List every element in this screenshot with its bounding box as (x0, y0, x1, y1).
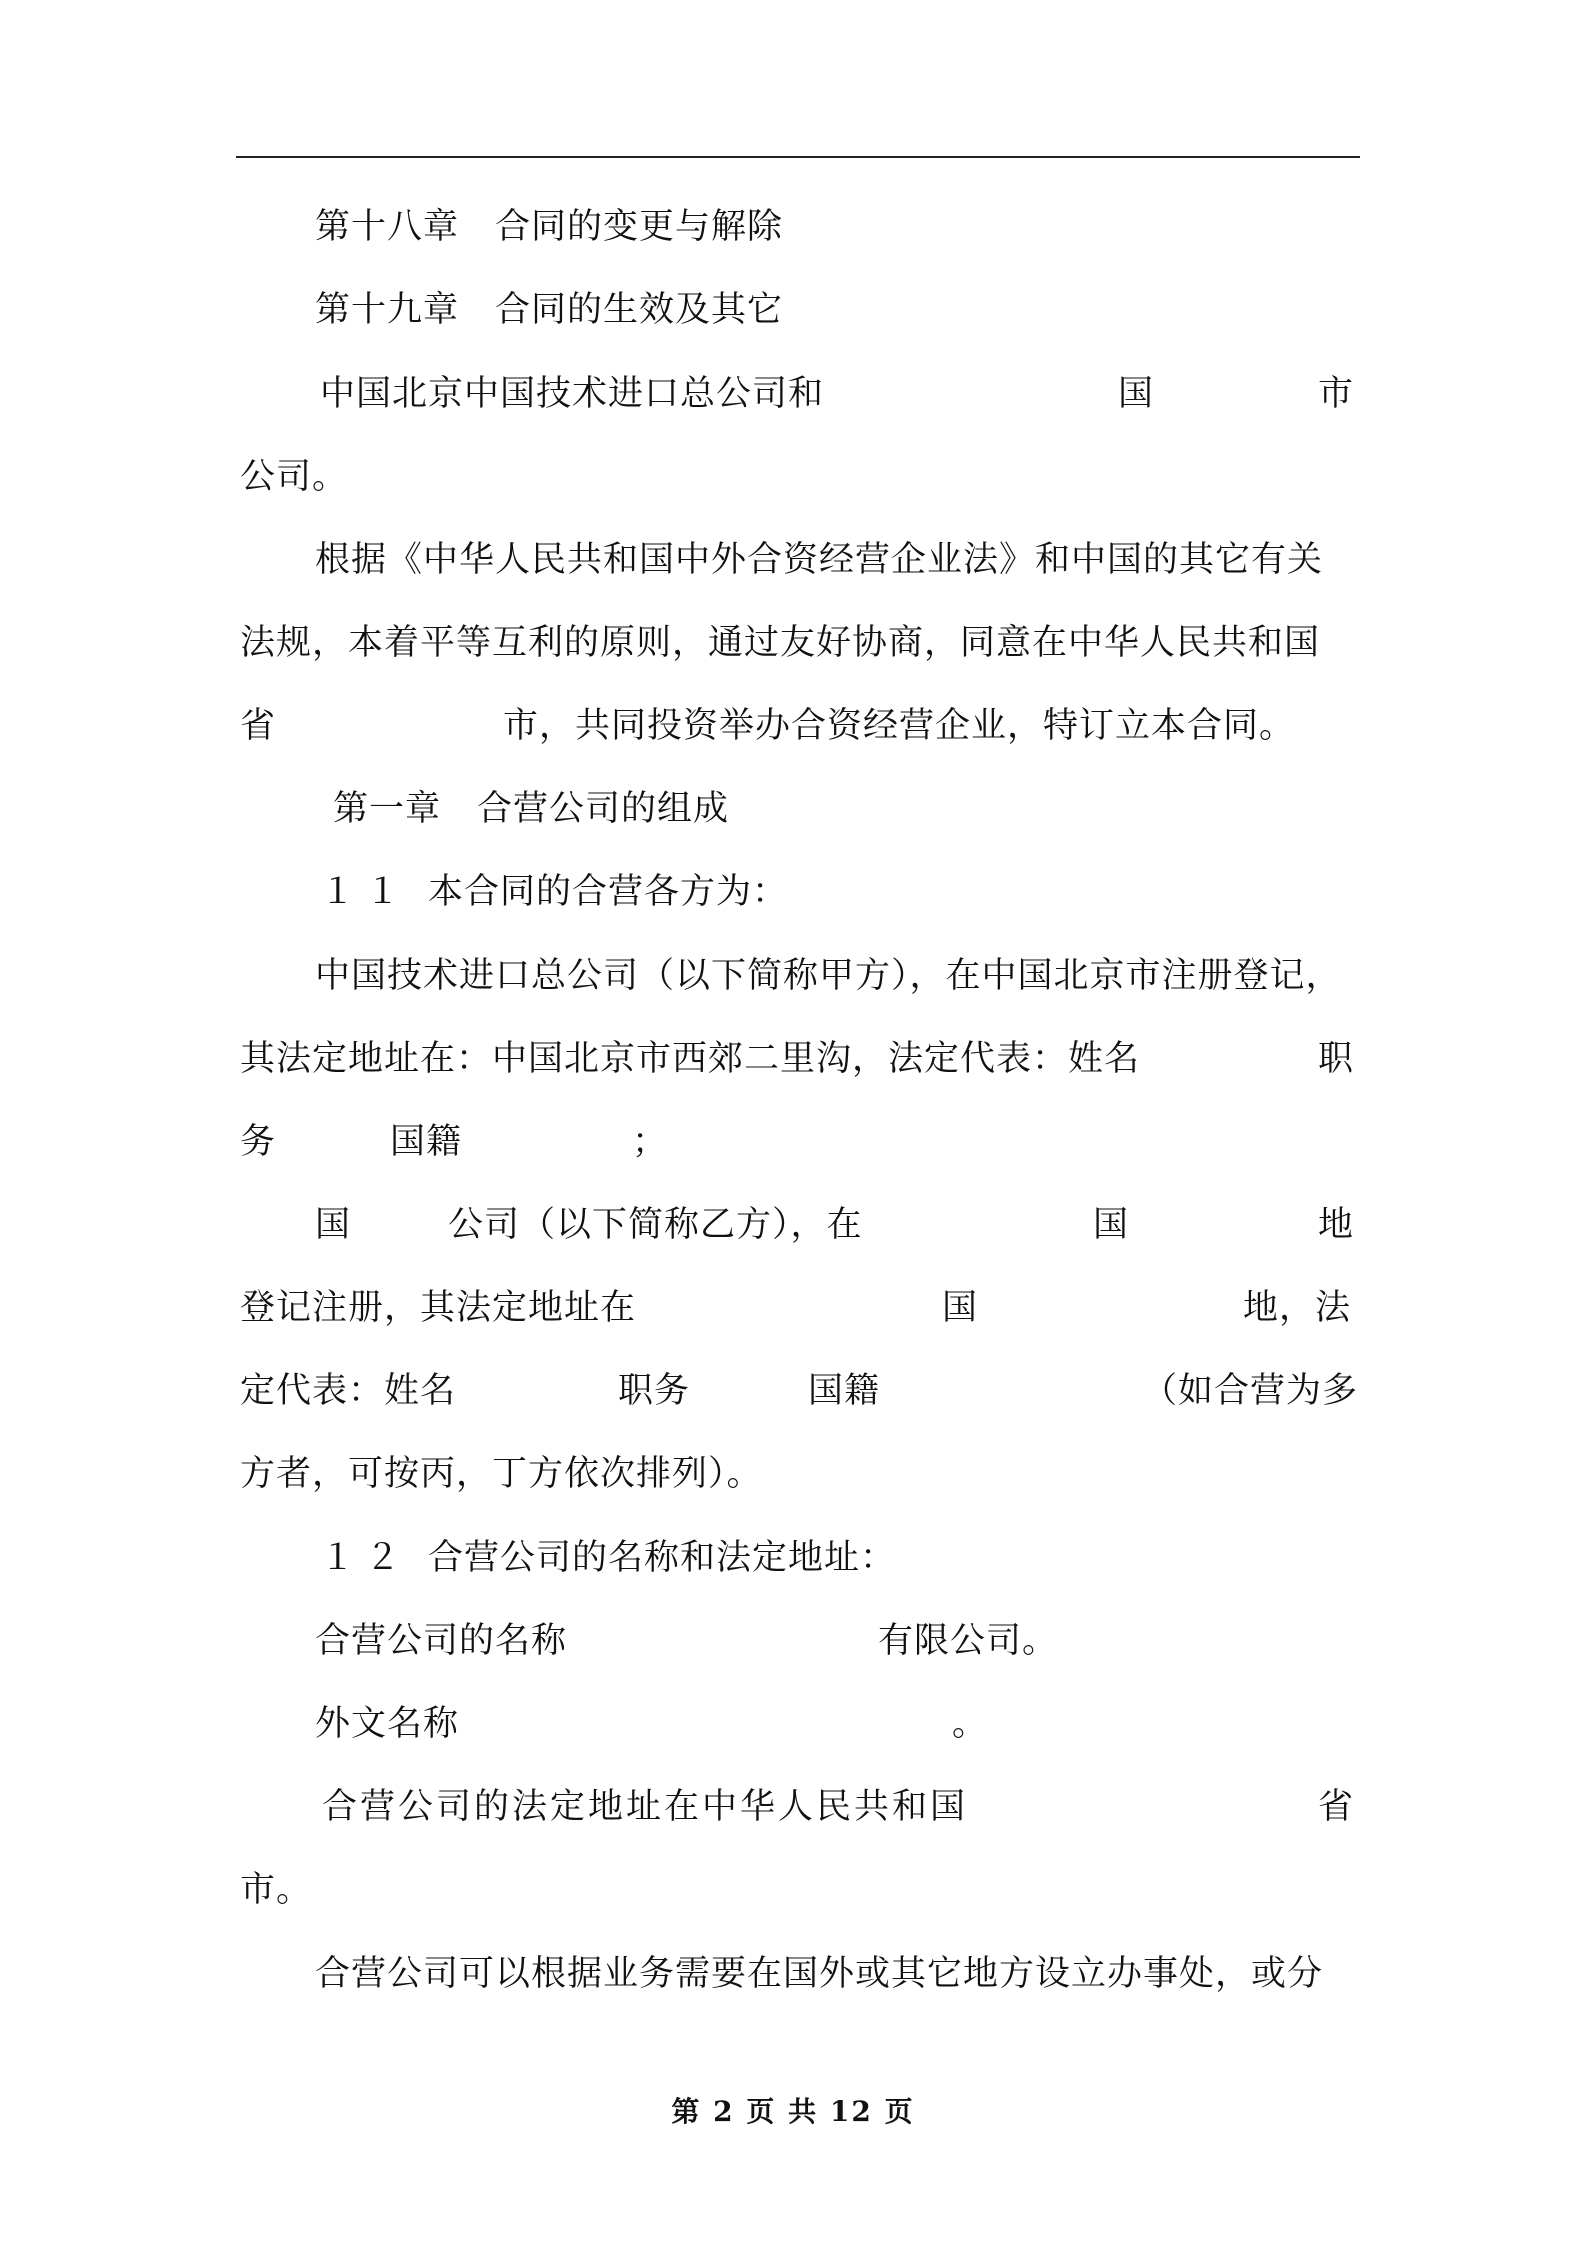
legal-address-text: 合营公司的法定地址在中华人民共和国 (322, 1787, 969, 1827)
party-b-line-1-place: 地 (1318, 1205, 1355, 1245)
legal-address-city: 市。 (240, 1870, 313, 1910)
preamble-line-2: 法规，本着平等互利的原则，通过友好协商，同意在中华人民共和国 (240, 623, 1321, 663)
chapter-19-heading: 第十九章 合同的生效及其它 (315, 290, 784, 330)
party-b-line-3-position: 职务 (618, 1371, 691, 1411)
party-b-line-3-name: 定代表：姓名 (240, 1371, 457, 1411)
chapter-1-heading: 第一章 合营公司的组成 (333, 789, 730, 829)
section-1-2-title: 合营公司的名称和法定地址： (428, 1538, 897, 1578)
party-b-line-2-country: 国 (942, 1288, 979, 1328)
chapter-18-heading: 第十八章 合同的变更与解除 (315, 207, 784, 247)
party-a-line-3-nationality: 国籍 (390, 1122, 463, 1162)
parties-intro-company: 公司。 (240, 457, 349, 497)
foreign-name-label: 外文名称 (315, 1704, 460, 1744)
section-1-2-number: １２ (320, 1538, 411, 1578)
preamble-line-1: 根据《中华人民共和国中外合资经营企业法》和中国的其它有关 (315, 540, 1324, 580)
party-b-line-4: 方者，可按丙，丁方依次排列）。 (240, 1454, 763, 1494)
branch-office-text: 合营公司可以根据业务需要在国外或其它地方设立办事处，或分 (315, 1954, 1324, 1994)
party-b-line-1-country: 国 (315, 1205, 352, 1245)
preamble-line-3-rest: 市，共同投资举办合资经营企业，特订立本合同。 (503, 706, 1296, 746)
company-name-label: 合营公司的名称 (315, 1621, 568, 1661)
party-a-line-2: 其法定地址在：中国北京市西郊二里沟，法定代表：姓名 (240, 1039, 1141, 1079)
foreign-name-end: 。 (952, 1704, 989, 1744)
party-b-line-1-country-2: 国 (1093, 1205, 1130, 1245)
party-a-line-3-end: ； (632, 1122, 669, 1162)
party-b-line-2-end: 地，法 (1243, 1288, 1352, 1328)
legal-address-province: 省 (1318, 1787, 1355, 1827)
party-a-line-1: 中国技术进口总公司（以下简称甲方），在中国北京市注册登记， (315, 956, 1342, 996)
parties-intro-text: 中国北京中国技术进口总公司和 (320, 374, 825, 414)
party-b-line-3-nationality: 国籍 (808, 1371, 881, 1411)
parties-intro-city: 市 (1318, 374, 1355, 414)
preamble-line-3-province: 省 (240, 706, 277, 746)
parties-intro-country: 国 (1118, 374, 1155, 414)
party-b-line-1-company: 公司（以下简称乙方），在 (448, 1205, 863, 1245)
page-footer: 第 2 页 共 12 页 (671, 2095, 915, 2128)
party-b-line-3-note: （如合营为多 (1142, 1371, 1359, 1411)
section-1-1-number: １１ (320, 872, 411, 912)
company-name-suffix: 有限公司。 (878, 1621, 1059, 1661)
section-1-1-title: 本合同的合营各方为： (428, 872, 789, 912)
header-rule (236, 156, 1360, 158)
party-a-line-3-duty: 务 (240, 1122, 277, 1162)
party-b-line-2: 登记注册，其法定地址在 (240, 1288, 637, 1328)
party-a-line-2-position: 职 (1318, 1039, 1355, 1079)
